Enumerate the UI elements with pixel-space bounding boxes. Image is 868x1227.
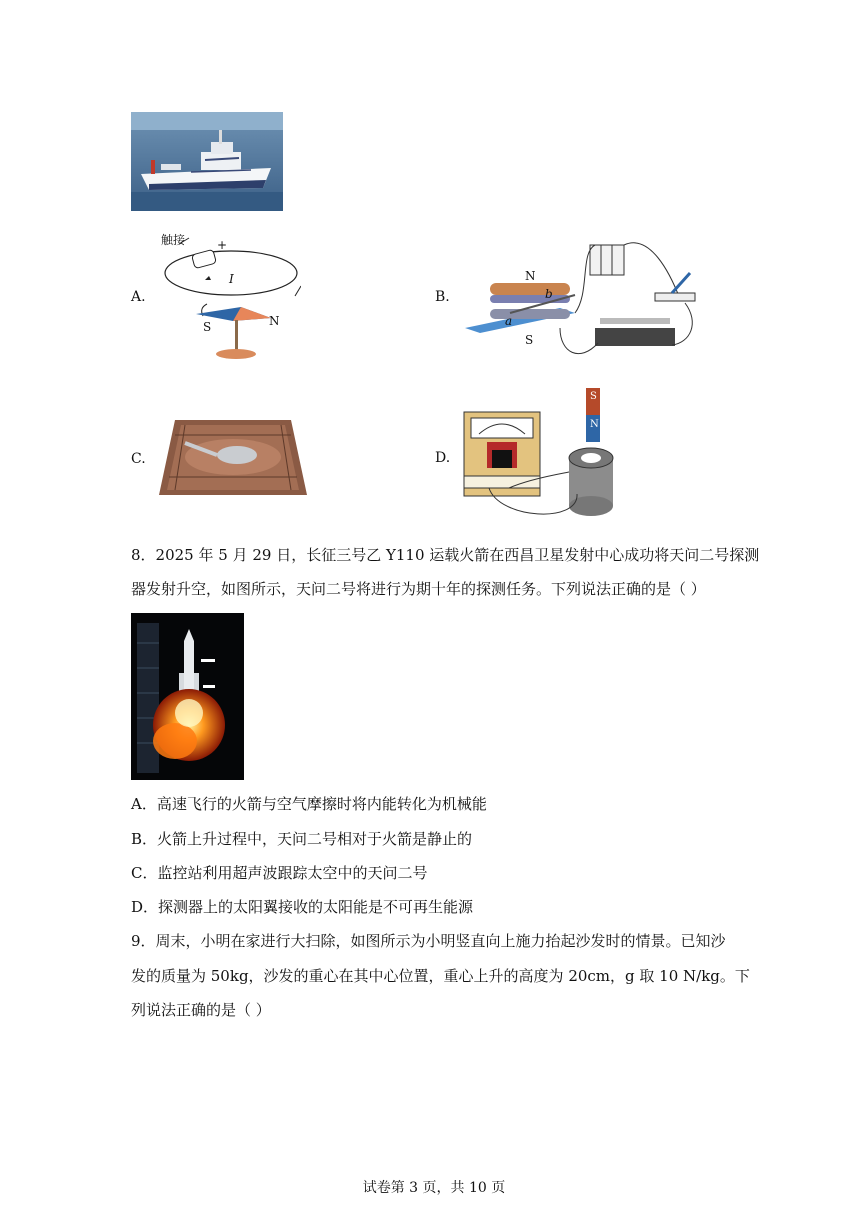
page-footer: 试卷第 3 页，共 10 页 bbox=[362, 1180, 506, 1196]
label-current: I bbox=[229, 272, 234, 286]
label-rod-b: b bbox=[545, 287, 553, 301]
magnet-north-label: N bbox=[590, 419, 599, 430]
option-b-letter: B. bbox=[435, 289, 450, 305]
question-9-line-1: 9．周末，小明在家进行大扫除，如图所示为小明竖直向上施力抬起沙发时的情景。已知沙 bbox=[131, 932, 726, 950]
question-8-line-2: 器发射升空，如图所示，天问二号将进行为期十年的探测任务。下列说法正确的是（ ） bbox=[131, 580, 706, 598]
label-rod-a: a bbox=[505, 314, 513, 328]
question-9-line-3: 列说法正确的是（ ） bbox=[131, 1001, 271, 1019]
label-touch: 触接 bbox=[161, 233, 186, 247]
sinan-compass-photo bbox=[155, 415, 311, 500]
option-c-letter: C. bbox=[131, 451, 146, 467]
question-8-option-d: D．探测器上的太阳翼接收的太阳能是不可再生能源 bbox=[131, 898, 474, 916]
magnet-south-label: S bbox=[590, 391, 597, 402]
option-b-figure bbox=[435, 233, 705, 368]
question-8-line-1: 8．2025 年 5 月 29 日，长征三号乙 Y110 运载火箭在西昌卫星发射中心成功将天问二号探测 bbox=[131, 546, 760, 564]
label-north: N bbox=[269, 314, 280, 328]
question-9-line-2: 发的质量为 50kg，沙发的重心在其中心位置，重心上升的高度为 20cm，g 取 10 N/kg。下 bbox=[131, 967, 750, 985]
option-d-letter: D. bbox=[435, 450, 451, 466]
option-d-figure bbox=[435, 384, 625, 530]
ship-photo bbox=[131, 112, 283, 211]
question-8-option-a: A．高速飞行的火箭与空气摩擦时将内能转化为机械能 bbox=[131, 795, 487, 813]
label-north: N bbox=[525, 269, 536, 283]
question-8-option-c: C．监控站利用超声波跟踪太空中的天问二号 bbox=[131, 864, 428, 882]
motor-circuit-diagram bbox=[460, 233, 705, 368]
option-a-letter: A. bbox=[131, 289, 146, 305]
label-plus: + bbox=[217, 238, 228, 252]
label-south: S bbox=[525, 333, 534, 347]
question-8-option-b: B．火箭上升过程中，天问二号相对于火箭是静止的 bbox=[131, 830, 473, 848]
label-south: S bbox=[203, 320, 212, 334]
option-a-figure bbox=[131, 228, 301, 368]
induction-diagram bbox=[459, 384, 625, 530]
option-c-figure bbox=[131, 415, 311, 500]
rocket-launch-photo bbox=[131, 613, 244, 780]
